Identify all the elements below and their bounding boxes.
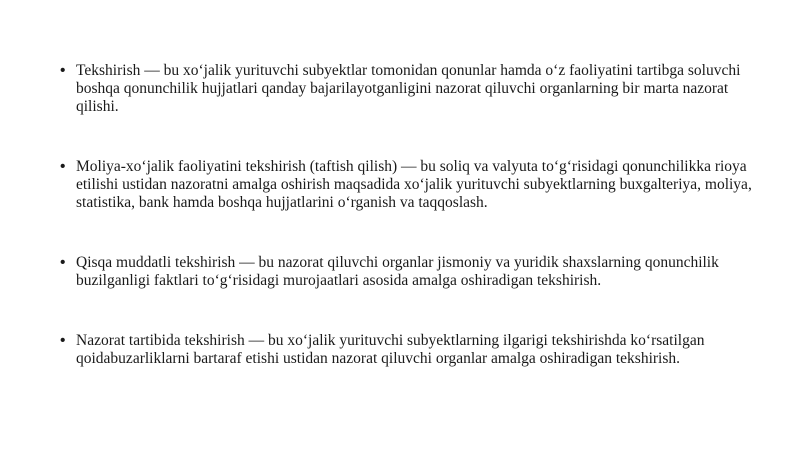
bullet-dot-icon: •: [60, 62, 66, 79]
bullet-item-qisqa-muddatli: [60, 254, 760, 290]
bullet-dot-icon: •: [60, 158, 66, 175]
bullet-item-tekshirish: [60, 62, 760, 116]
bullet-text: Moliya-xo‘jalik faoliyatini tekshirish (taftish qilish) — bu soliq va valyuta to‘g‘risidagi qonunchilikka rioya etilishi ustidan nazoratni amalga oshirish maqsadida xo‘jalik yurituvchi subyektlarning buxgalteriya, moliya, statistika, bank hamda boshqa hujjatlarini o‘rganish va taqqoslash.: [76, 158, 752, 211]
bullet-dot-icon: •: [60, 332, 66, 349]
bullet-dot-icon: •: [60, 254, 66, 271]
bullet-text: Qisqa muddatli tekshirish — bu nazorat qiluvchi organlar jismoniy va yuridik shaxslarning qonunchilik buzilganligi faktlari to‘g‘risidagi murojaatlari asosida amalga oshiradigan tekshirish.: [76, 254, 719, 289]
bullet-text: Tekshirish — bu xo‘jalik yurituvchi subyektlar tomonidan qonunlar hamda o‘z faoliyatini tartibga soluvchi boshqa qonunchilik hujjatlari qanday bajarilayotganligini nazorat qiluvchi organlarning bir marta nazorat qilishi.: [76, 62, 741, 115]
bullet-item-nazorat-tartibida: [60, 332, 760, 368]
bullet-list: [60, 62, 760, 368]
bullet-text: Nazorat tartibida tekshirish — bu xo‘jalik yurituvchi subyektlarning ilgarigi tekshirishda ko‘rsatilgan qoidabuzarliklarni bartaraf etishi ustidan nazorat qiluvchi organlar amalga oshiradigan tekshirish.: [76, 332, 705, 367]
bullet-item-moliya: [60, 158, 760, 212]
